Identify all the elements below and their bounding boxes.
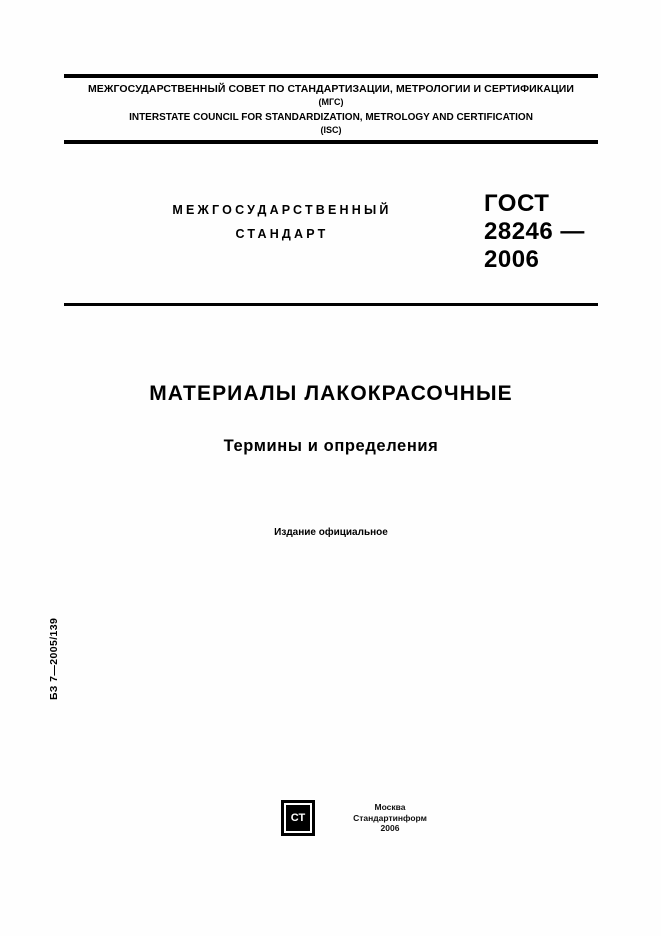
publisher-logo-icon	[281, 800, 315, 836]
publisher-year: 2006	[380, 823, 400, 833]
edition-note: Издание официальное	[274, 527, 388, 538]
title-separator-rule	[64, 303, 598, 306]
standard-number-year: 2006	[484, 246, 540, 273]
council-header	[64, 74, 598, 144]
standard-type	[132, 198, 432, 246]
standard-type-line2: СТАНДАРТ	[235, 227, 329, 241]
publisher-city: Москва	[374, 802, 406, 812]
header-bottom-rule	[64, 140, 598, 144]
publisher-block	[281, 800, 461, 850]
standard-number-prefix: ГОСТ	[484, 190, 550, 217]
council-abbr-en: (ISC)	[320, 125, 342, 135]
publisher-info	[325, 802, 455, 834]
council-name-ru: МЕЖГОСУДАРСТВЕННЫЙ СОВЕТ ПО СТАНДАРТИЗАЦИИ, МЕТРОЛОГИИ И СЕРТИФИКАЦИИ	[87, 83, 575, 95]
publisher-logo-text: СТ	[284, 803, 312, 833]
standard-type-line1: МЕЖГОСУДАРСТВЕННЫЙ	[172, 203, 392, 217]
publisher-name: Стандартинформ	[353, 812, 427, 823]
council-name-en: INTERSTATE COUNCIL FOR STANDARDIZATION, METROLOGY AND CERTIFICATION	[129, 112, 533, 123]
standard-identification	[64, 190, 598, 290]
council-header-text	[64, 78, 598, 140]
council-abbr-ru: (МГС)	[318, 97, 344, 107]
page-subtitle: Термины и определения	[223, 437, 439, 455]
standard-number	[484, 190, 661, 274]
side-registration-code: БЗ 7—2005/139	[48, 617, 60, 700]
page-title: МАТЕРИАЛЫ ЛАКОКРАСОЧНЫЕ	[149, 382, 513, 405]
standard-number-value: 28246 —	[484, 218, 585, 245]
